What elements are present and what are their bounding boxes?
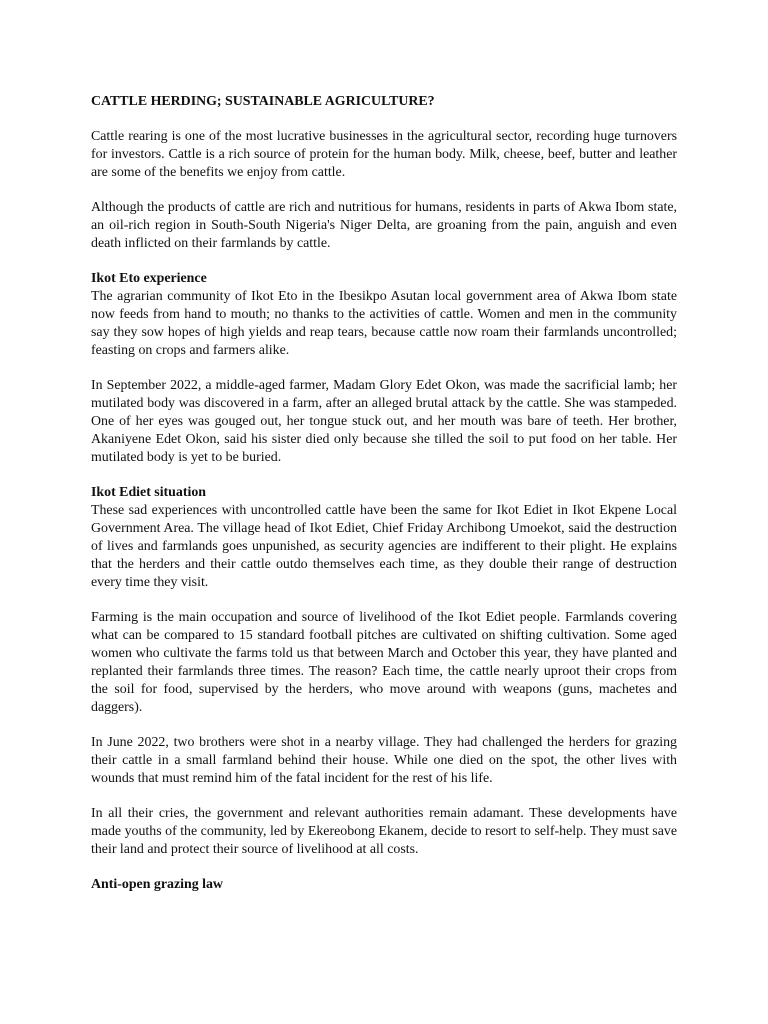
section-heading-ikot-eto: Ikot Eto experience [91,271,207,286]
ikot-eto-paragraph-1: The agrarian community of Ikot Eto in the Ibesikpo Asutan local government area of Akwa Ibom state now feeds from hand to mouth; no thanks to the activities of cattle. Women and men in the community say they sow hopes of high yields and reap tears, because cattle now roam their farmlands uncontrolled; feasting on crops and farmers alike. [91,289,677,358]
document-title: CATTLE HERDING; SUSTAINABLE AGRICULTURE? [91,94,435,109]
intro-paragraph-1: Cattle rearing is one of the most lucrative businesses in the agricultural sector, recording huge turnovers for investors. Cattle is a rich source of protein for the human body. Milk, cheese, beef, butter and leather are some of the benefits we enjoy from cattle. [91,129,677,180]
document-page [91,93,677,894]
ikot-ediet-paragraph-3: In June 2022, two brothers were shot in a nearby village. They had challenged the herders for grazing their cattle in a small farmland behind their house. While one died on the spot, the other lives with wounds that must remind him of the fatal incident for the rest of his life. [91,735,677,786]
section-heading-ikot-ediet: Ikot Ediet situation [91,485,207,500]
ikot-eto-paragraph-2: In September 2022, a middle-aged farmer, Madam Glory Edet Okon, was made the sacrificial lamb; her mutilated body was discovered in a farm, after an alleged brutal attack by the cattle. She was stampeded. One of her eyes was gouged out, her tongue stuck out, and her mouth was bare of teeth. Her brother, Akaniyene Edet Okon, said his sister died only because she tilled the soil to put food on her table. Her mutilated body is yet to be buried. [91,378,677,465]
ikot-ediet-paragraph-2: Farming is the main occupation and source of livelihood of the Ikot Ediet people. Farmlands covering what can be compared to 15 standard football pitches are cultivated on shifting cultivation. Some aged women who cultivate the farms told us that between March and October this year, they have planted and replanted their farmlands three times. The reason? Each time, the cattle nearly uproot their crops from the soil for food, supervised by the herders, who move around with weapons (guns, machetes and daggers). [91,610,677,715]
section-heading-anti-open-grazing: Anti-open grazing law [91,877,223,892]
intro-paragraph-2: Although the products of cattle are rich and nutritious for humans, residents in parts of Akwa Ibom state, an oil-rich region in South-South Nigeria's Niger Delta, are groaning from the pain, anguish and even death inflicted on their farmlands by cattle. [91,200,677,251]
ikot-ediet-paragraph-1: These sad experiences with uncontrolled cattle have been the same for Ikot Ediet in Ikot Ekpene Local Government Area. The village head of Ikot Ediet, Chief Friday Archibong Umoekot, said the destruction of lives and farmlands goes unpunished, as security agencies are indifferent to their plight. He explains that the herders and their cattle outdo themselves each time, as they double their range of destruction every time they visit. [91,503,677,590]
ikot-ediet-paragraph-4: In all their cries, the government and relevant authorities remain adamant. These developments have made youths of the community, led by Ekereobong Ekanem, decide to resort to self-help. They must save their land and protect their source of livelihood at all costs. [91,806,677,857]
